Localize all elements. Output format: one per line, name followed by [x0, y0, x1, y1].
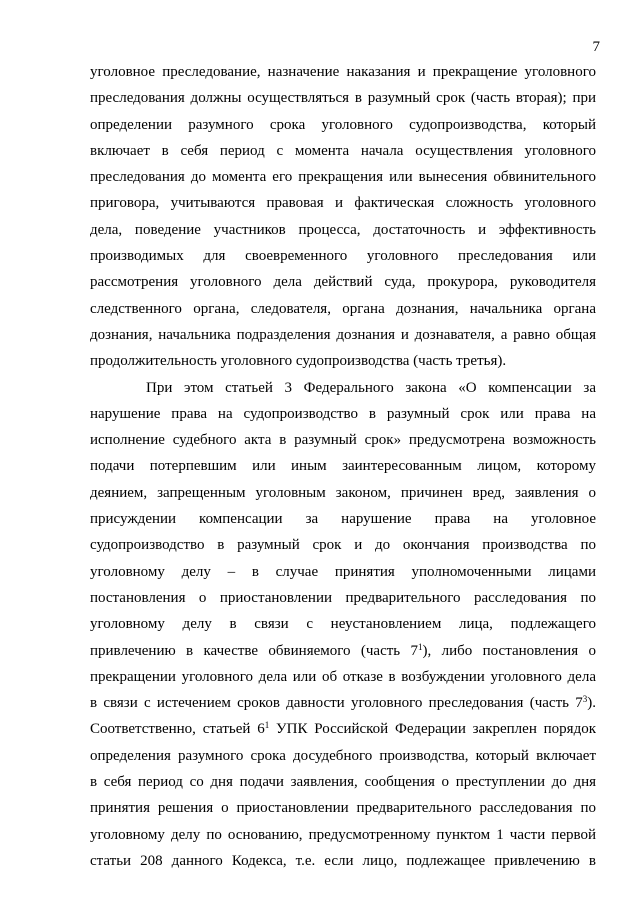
text-line: уголовному делу – в случае принятия уполномоченными лицами [90, 563, 596, 580]
text-line: включает в себя период с момента начала осуществления уголовного [90, 142, 596, 159]
text-line: преследования до момента его прекращения или вынесения обвинительного [90, 169, 596, 186]
text-line: дела, поведение участников процесса, достаточность и эффективность [90, 221, 596, 238]
text-line: принятия решения о приостановлении предварительного расследования по [90, 800, 596, 817]
text-line: рассмотрения уголовного дела действий суда, прокурора, руководителя [90, 274, 596, 291]
text-line: определения разумного срока досудебного производства, который включает [90, 747, 596, 764]
text-segment: в связи с истечением сроков давности уголовного преследования (часть 7 [90, 695, 583, 712]
document-body [90, 59, 596, 874]
text-line: деянием, запрещенным уголовным законом, причинен вред, заявления о [90, 484, 596, 501]
paragraph-1 [90, 59, 596, 375]
text-line: преследования должны осуществляться в разумный срок (часть вторая); при [90, 90, 596, 107]
superscript: 3 [582, 694, 588, 705]
text-line: подачи потерпевшим или иным заинтересованным лицом, которому [90, 458, 596, 475]
paragraph-2 [90, 375, 596, 875]
text-line [90, 638, 596, 664]
text-line: уголовному делу в связи с неустановлением лица, подлежащего [90, 616, 596, 633]
text-line: присуждении компенсации за нарушение права на уголовное [90, 511, 596, 528]
text-line: дознания, начальника подразделения дознания и дознавателя, а равно общая [90, 326, 596, 343]
text-line: уголовное преследование, назначение наказания и прекращение уголовного [90, 64, 596, 80]
text-segment: УПК Российской Федерации закреплен порядок [269, 721, 596, 738]
text-segment: Соответственно, статьей 6 [90, 721, 265, 738]
text-line: исполнение судебного акта в разумный срок» предусмотрена возможность [90, 432, 596, 449]
text-line: следственного органа, следователя, органа дознания, начальника органа [90, 300, 596, 317]
text-line: судопроизводство в разумный срок и до окончания производства по [90, 537, 596, 554]
text-line: производимых для своевременного уголовного преследования или [90, 248, 596, 265]
text-line: в себя период со дня подачи заявления, сообщения о преступлении до дня [90, 774, 596, 791]
text-line [90, 690, 596, 716]
text-line: статьи 208 данного Кодекса, т.е. если лицо, подлежащее привлечению в [90, 852, 596, 869]
text-line: нарушение права на судопроизводство в разумный срок или права на [90, 405, 596, 422]
superscript: 1 [264, 720, 270, 731]
page-number: 7 [592, 39, 600, 55]
text-line-last: продолжительность уголовного судопроизводства (часть третья). [90, 353, 507, 370]
text-line: приговора, учитываются правовая и фактическая сложность уголовного [90, 195, 596, 212]
text-line: прекращении уголовного дела или об отказе в возбуждении уголовного дела [90, 668, 596, 685]
text-line: постановления о приостановлении предварительного расследования по [90, 589, 596, 606]
text-line [90, 716, 596, 742]
text-segment: привлечению в качестве обвиняемого (часть 7 [90, 642, 419, 659]
text-line: уголовному делу по основанию, предусмотренному пунктом 1 части первой [90, 826, 596, 843]
text-line-first: При этом статьей 3 Федерального закона «О компенсации за [146, 379, 596, 396]
text-line: определении разумного срока уголовного судопроизводства, который [90, 116, 596, 133]
text-segment: ), либо постановления о [422, 642, 596, 659]
superscript: 1 [418, 641, 423, 652]
text-segment: ). [587, 695, 596, 712]
